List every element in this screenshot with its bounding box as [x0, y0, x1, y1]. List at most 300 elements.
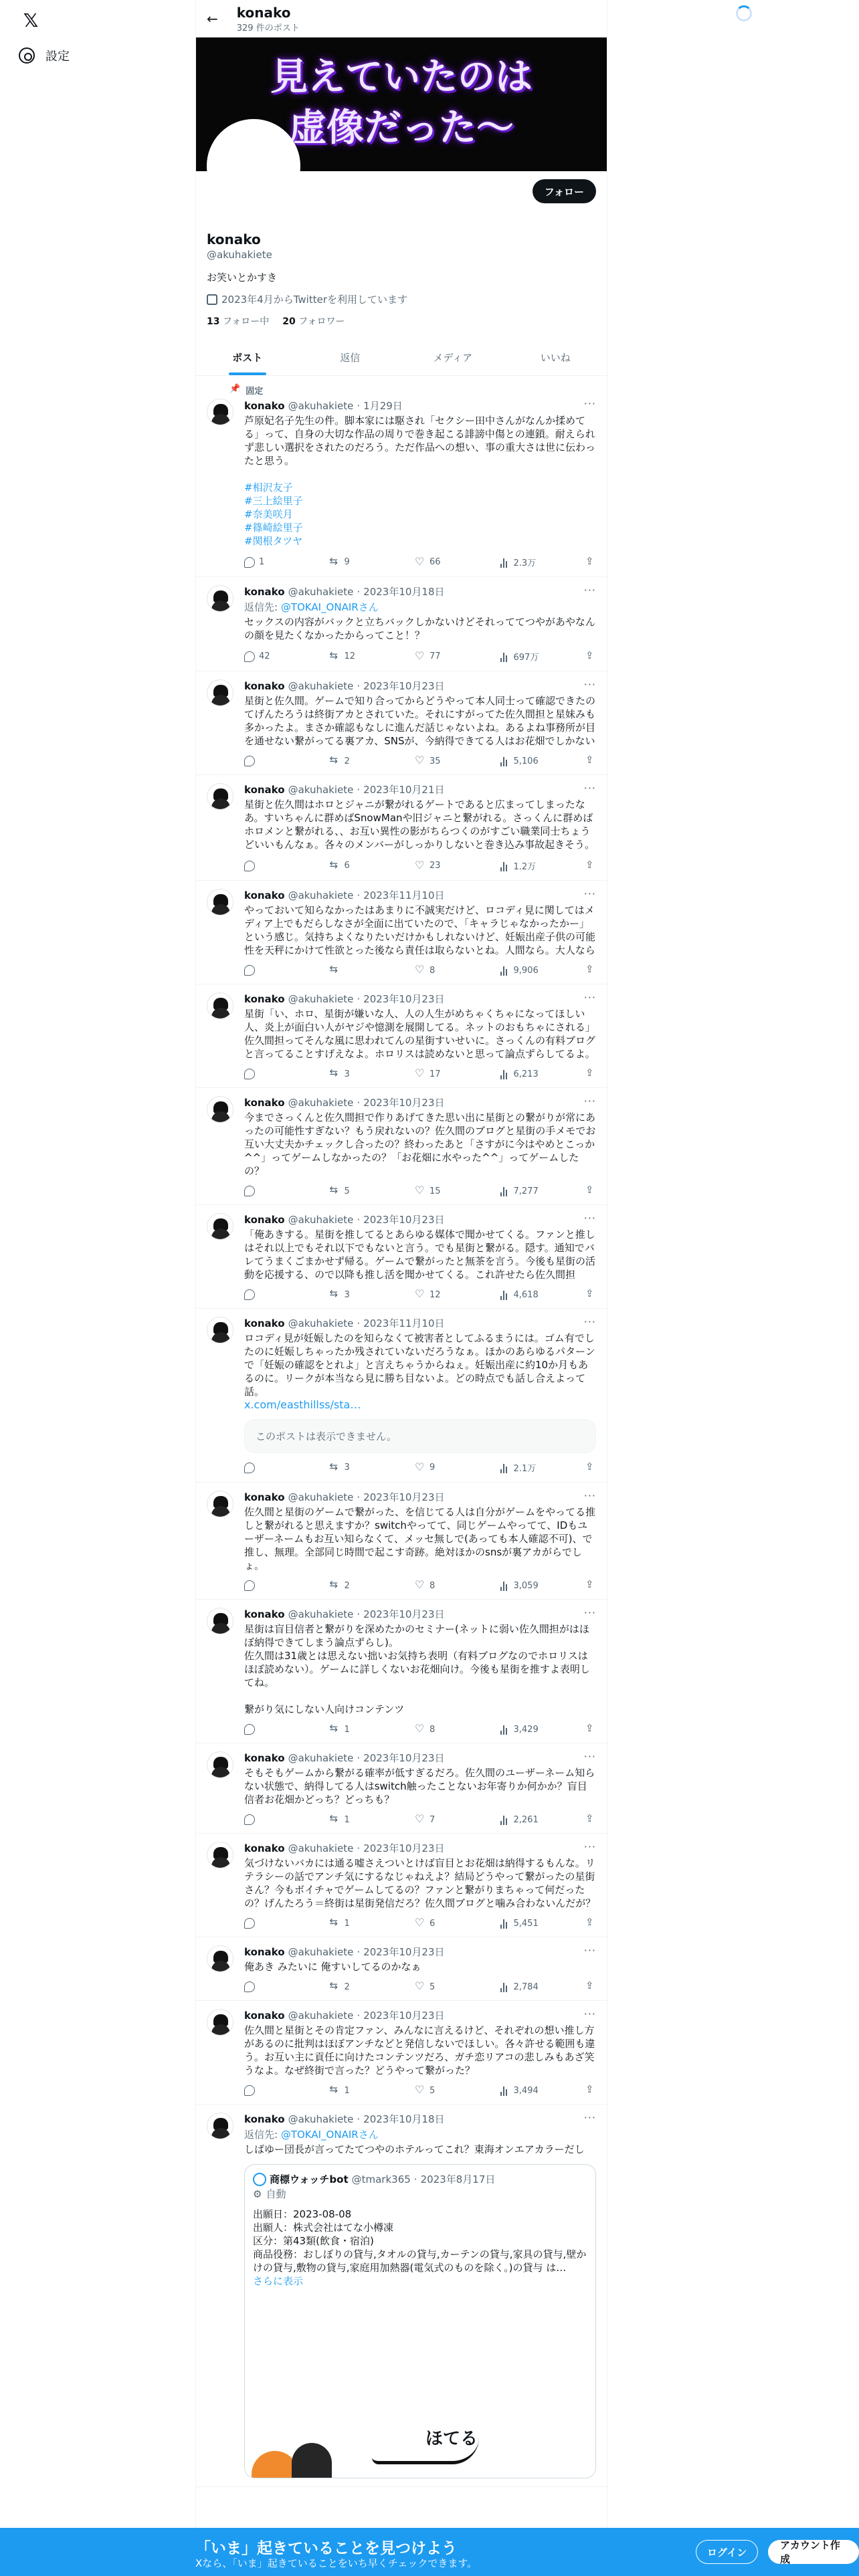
retweet-icon — [330, 965, 341, 976]
reply-button[interactable] — [244, 1069, 284, 1079]
more-icon[interactable]: ··· — [583, 782, 596, 794]
share-button[interactable] — [585, 1289, 596, 1300]
back-arrow-icon[interactable]: ← — [207, 11, 218, 27]
tweet[interactable] — [196, 984, 607, 1088]
reply-button[interactable] — [244, 1918, 284, 1929]
heart-icon — [415, 1814, 425, 1825]
more-icon[interactable]: ··· — [583, 1606, 596, 1619]
heart-icon — [415, 1981, 425, 1992]
hashtag-link[interactable]: #奈美咲月 — [244, 508, 293, 520]
tweet-author-name[interactable]: konako — [244, 1608, 285, 1620]
tweet-actions — [244, 1814, 596, 1825]
share-button[interactable] — [585, 1186, 596, 1196]
tweet-date[interactable]: 2023年10月18日 — [363, 586, 445, 598]
tweet-author-handle[interactable]: @akuhakiete — [288, 2010, 354, 2022]
profile-tabs — [196, 340, 607, 376]
tweet[interactable] — [196, 881, 607, 984]
views-button[interactable] — [500, 650, 541, 663]
tweet-date[interactable]: 2023年11月10日 — [363, 889, 445, 901]
views-count: 7,277 — [513, 1186, 539, 1196]
banner-text-line1: 見えていたのは — [270, 56, 533, 99]
more-icon[interactable]: ··· — [583, 1944, 596, 1957]
like-button[interactable] — [415, 1069, 455, 1079]
loading-indicator — [736, 5, 752, 21]
share-button[interactable] — [585, 1461, 596, 1474]
dot-separator: · — [357, 586, 361, 598]
like-button[interactable] — [415, 1186, 455, 1196]
retweet-button[interactable] — [330, 2085, 370, 2096]
like-button[interactable] — [415, 1289, 455, 1300]
tweet-date[interactable]: 2023年11月10日 — [363, 1317, 445, 1329]
tweet-text: 星街は盲目信者と繋がりを深めたかのセミナー(ネットに弱い佐久間担がはほぼ納得できてしまう論点ずらし)。 佐久間は31歳とは思えない拙いお気持ち表明（有料ブログなのでホロリスはほぼ読めない）。ゲームに詳しくないお花畑向け。今後も星街を推すよ表明してね。 繋がり気にしない人向けコンテンツ — [244, 1623, 590, 1715]
reply-to: 返信先: @TOKAI_ONAIRさん — [244, 2129, 379, 2141]
share-button[interactable] — [585, 2085, 596, 2096]
like-count: 66 — [430, 557, 441, 567]
share-icon — [585, 651, 596, 662]
more-icon[interactable]: ··· — [583, 678, 596, 691]
x-logo-icon[interactable]: 𝕏 — [23, 9, 39, 31]
like-button[interactable] — [415, 650, 455, 663]
retweet-count: 6 — [344, 861, 350, 871]
tweet-author-name[interactable]: konako — [244, 2010, 285, 2022]
views-button[interactable] — [500, 2085, 541, 2096]
views-button[interactable] — [500, 1289, 541, 1300]
more-icon[interactable]: ··· — [583, 397, 596, 410]
retweet-button[interactable] — [330, 1289, 370, 1300]
tweet-author-name[interactable]: konako — [244, 2113, 285, 2125]
tweet-author-name[interactable]: konako — [244, 1317, 285, 1329]
views-count: 3,429 — [513, 1724, 539, 1735]
views-button[interactable] — [500, 859, 541, 872]
tweet-text: 芦原妃名子先生の件。脚本家には駆され「セクシー田中さんがなんか揉めてる」って、自身の大切な作品の周りで巻き起こる誹謗中傷との連鎖。耐えられず悲しい選択をされたのだろう。ただ作品への想い、事の重大さは世に伝わったと思う。 — [244, 415, 595, 467]
like-button[interactable] — [415, 2085, 455, 2096]
views-button[interactable] — [500, 1814, 541, 1825]
tweet[interactable] — [196, 2001, 607, 2105]
reply-button[interactable] — [244, 1461, 284, 1474]
views-count: 3,494 — [513, 2085, 539, 2096]
retweet-button[interactable] — [330, 1186, 370, 1196]
dot-separator: · — [357, 1214, 361, 1226]
following-count: 13 — [207, 316, 220, 327]
tweet-avatar[interactable] — [207, 1751, 233, 1778]
tweet-author-name[interactable]: konako — [244, 1097, 285, 1109]
views-icon — [500, 1463, 510, 1473]
retweet-button[interactable] — [330, 965, 370, 976]
tweet-header — [244, 1842, 596, 1855]
retweet-button[interactable] — [330, 756, 370, 766]
tweet-actions — [244, 556, 596, 568]
reply-button[interactable] — [244, 1981, 284, 1992]
tweet-pinned[interactable] — [196, 376, 607, 577]
quote-image[interactable] — [245, 2404, 595, 2478]
tweet-author-name[interactable]: konako — [244, 400, 285, 412]
tweet[interactable] — [196, 1205, 607, 1309]
retweet-icon — [330, 557, 341, 568]
tweet-date[interactable]: 2023年10月23日 — [363, 993, 445, 1005]
tweet-date[interactable]: 1月29日 — [363, 400, 403, 412]
tweet-avatar[interactable] — [207, 992, 233, 1019]
heart-icon — [415, 2085, 425, 2096]
retweet-icon — [330, 1814, 341, 1825]
reply-icon — [244, 1069, 255, 1079]
views-button[interactable] — [500, 1981, 541, 1992]
reply-button[interactable] — [244, 965, 284, 976]
tweet-avatar[interactable] — [207, 1842, 233, 1868]
like-count: 5 — [430, 1981, 436, 1992]
tweet-header — [244, 2009, 596, 2022]
share-button[interactable] — [585, 1580, 596, 1591]
tweet-date[interactable]: 2023年10月21日 — [363, 784, 445, 796]
reply-button[interactable] — [244, 2085, 284, 2096]
profile-column — [195, 0, 607, 2576]
retweet-button[interactable] — [330, 1814, 370, 1825]
more-icon[interactable]: ··· — [583, 1212, 596, 1224]
reply-button[interactable] — [244, 556, 284, 568]
tweet-actions — [244, 965, 596, 976]
tweet-author-name[interactable]: konako — [244, 680, 285, 692]
retweet-count: 5 — [344, 1186, 350, 1196]
tweet-text: 俺あき みたいに 俺すいしてるのかなぁ — [244, 1961, 421, 1973]
views-button[interactable] — [500, 1918, 541, 1929]
tweet[interactable] — [196, 1937, 607, 2001]
bottom-bar-subtitle: Xなら、「いま」起きていることをいち早くチェックできます。 — [195, 2557, 478, 2569]
views-icon — [500, 557, 510, 568]
follow-button[interactable]: フォロー — [533, 179, 596, 203]
hashtag-link[interactable]: #相沢友子 — [244, 481, 293, 494]
views-icon — [500, 1918, 510, 1929]
tweet-author-name[interactable]: konako — [244, 1491, 285, 1503]
views-button[interactable] — [500, 756, 541, 766]
views-button[interactable] — [500, 556, 541, 568]
views-button[interactable] — [500, 1724, 541, 1735]
tweet-author-handle[interactable]: @akuhakiete — [288, 1608, 354, 1620]
tweet-avatar[interactable] — [207, 1213, 233, 1240]
tweet-actions — [244, 1289, 596, 1300]
calendar-icon — [207, 294, 217, 305]
retweet-button[interactable] — [330, 859, 370, 872]
retweet-count: 2 — [344, 1981, 350, 1992]
tweet-date[interactable]: 2023年10月18日 — [363, 2113, 445, 2125]
tweet-text: セックスの内容がバックと立ちバックしかないけどそれっててつやがあやなんの顔を見たくなかったからってこと！？ — [244, 616, 595, 641]
tweet[interactable] — [196, 1309, 607, 1483]
tweet-date[interactable]: 2023年10月23日 — [363, 1842, 445, 1854]
tweet-avatar[interactable] — [207, 2113, 233, 2139]
tweet-author-name[interactable]: konako — [244, 784, 285, 796]
tweet-author-handle[interactable]: @akuhakiete — [288, 1214, 354, 1226]
share-button[interactable] — [585, 756, 596, 766]
tweet-header — [244, 399, 596, 413]
retweet-button[interactable] — [330, 650, 370, 663]
reply-icon — [244, 1814, 255, 1825]
tweet-avatar[interactable] — [207, 2009, 233, 2036]
tweet-date[interactable]: 2023年10月23日 — [363, 1214, 445, 1226]
reply-icon — [244, 651, 255, 662]
like-button[interactable] — [415, 1461, 455, 1474]
hashtag-link[interactable]: #関根タツヤ — [244, 535, 303, 547]
dot-separator: · — [357, 1946, 361, 1958]
retweet-icon — [330, 2085, 341, 2096]
share-icon — [585, 557, 596, 568]
tweet-header — [244, 679, 596, 693]
tweet-avatar[interactable] — [207, 783, 233, 810]
like-button[interactable] — [415, 756, 455, 766]
share-button[interactable] — [585, 1814, 596, 1825]
hashtag-link[interactable]: #篠崎絵里子 — [244, 522, 303, 534]
retweet-button[interactable] — [330, 556, 370, 568]
dot-separator: · — [413, 2173, 417, 2185]
timeline — [196, 376, 607, 2105]
like-button[interactable] — [415, 1918, 455, 1929]
dot-separator: · — [357, 680, 361, 692]
tweet-author-handle[interactable]: @akuhakiete — [288, 784, 354, 796]
share-button[interactable] — [585, 1981, 596, 1992]
quote-automated-label: 自動 — [266, 2188, 286, 2200]
more-icon[interactable]: ··· — [583, 991, 596, 1004]
more-icon[interactable]: ··· — [583, 1095, 596, 1107]
tweet-date[interactable]: 2023年10月23日 — [363, 1752, 445, 1764]
views-count: 5,451 — [513, 1918, 539, 1929]
tweet[interactable] — [196, 1088, 607, 1205]
share-icon — [585, 1463, 596, 1473]
share-icon — [585, 1580, 596, 1591]
more-icon[interactable]: ··· — [583, 2008, 596, 2020]
tweet-avatar[interactable] — [207, 1608, 233, 1634]
more-icon[interactable]: ··· — [583, 1315, 596, 1328]
tweet-text: 気づけないバカには通る嘘さえついとけば盲目とお花畑は納得するもんな。リテラシーの話でアンチ気にするなじゃねえよ？結局どうやって繋がったの星街さん？今もボイチャでゲームしてるの？ファンと繋がりまちゃって何だったの？げんたろう＝終街は星街発信だろ？佐久間ブログと噛み合わないんだが？ — [244, 1857, 596, 1909]
share-button[interactable] — [585, 965, 596, 976]
header-post-count: 329 件のポスト — [236, 23, 300, 33]
heart-icon — [415, 1069, 425, 1079]
tweet-author-handle[interactable]: @akuhakiete — [288, 586, 354, 598]
views-button[interactable] — [500, 965, 541, 976]
heart-icon — [415, 1186, 425, 1196]
views-count: 4,618 — [513, 1289, 539, 1300]
tab-posts[interactable]: ポスト — [196, 340, 299, 375]
tweet-last[interactable] — [196, 2105, 607, 2487]
views-button[interactable] — [500, 1580, 541, 1591]
like-button[interactable] — [415, 1580, 455, 1591]
more-icon[interactable]: ··· — [583, 2111, 596, 2124]
views-button[interactable] — [500, 1069, 541, 1079]
more-icon[interactable]: ··· — [583, 1489, 596, 1502]
tweet-author-handle[interactable]: @akuhakiete — [288, 400, 354, 412]
like-button[interactable] — [415, 1981, 455, 1992]
tab-media[interactable]: メディア — [433, 352, 473, 364]
tweet-author-handle[interactable]: @akuhakiete — [288, 2113, 354, 2125]
tweet-date[interactable]: 2023年10月23日 — [363, 1946, 445, 1958]
share-icon — [585, 756, 596, 766]
gear-icon — [19, 47, 35, 64]
tweet-author-handle[interactable]: @akuhakiete — [288, 889, 354, 901]
tweet[interactable] — [196, 577, 607, 671]
tweet-date[interactable]: 2023年10月23日 — [363, 680, 445, 692]
like-button[interactable] — [415, 965, 455, 976]
profile-handle: @akuhakiete — [207, 249, 272, 261]
tweet-author-name[interactable]: konako — [244, 993, 285, 1005]
image-shape-dark — [292, 2443, 332, 2478]
reply-button[interactable] — [244, 650, 284, 663]
share-button[interactable] — [585, 859, 596, 872]
like-button[interactable] — [415, 1814, 455, 1825]
tweet-author-handle[interactable]: @akuhakiete — [288, 993, 354, 1005]
show-more-link[interactable]: さらに表示 — [253, 2275, 304, 2287]
views-icon — [500, 2085, 510, 2096]
tweet-author-handle[interactable]: @akuhakiete — [288, 680, 354, 692]
tweet-avatar[interactable] — [207, 1491, 233, 1517]
tweet-date[interactable]: 2023年10月23日 — [363, 1608, 445, 1620]
tweet-author-handle[interactable]: @akuhakiete — [288, 1317, 354, 1329]
tweet-author-handle[interactable]: @akuhakiete — [288, 1842, 354, 1854]
like-button[interactable] — [415, 1724, 455, 1735]
share-icon — [585, 1069, 596, 1079]
share-button[interactable] — [585, 1724, 596, 1735]
tweet-avatar[interactable] — [207, 585, 233, 612]
like-button[interactable] — [415, 859, 455, 872]
tweet-actions — [244, 1981, 596, 1992]
tweet-avatar[interactable] — [207, 889, 233, 916]
quoted-tweet[interactable] — [244, 2164, 596, 2478]
views-icon — [500, 1981, 510, 1992]
tab-replies[interactable]: 返信 — [340, 352, 361, 364]
tweet-avatar[interactable] — [207, 679, 233, 706]
bot-avatar-icon — [253, 2173, 266, 2186]
reply-button[interactable] — [244, 1289, 284, 1300]
views-count: 6,213 — [513, 1069, 539, 1079]
tweet-avatar[interactable] — [207, 1317, 233, 1344]
retweet-count: 2 — [344, 756, 350, 766]
tweet-text: 佐久間と星街のゲームで繋がった、を信じてる人は自分がゲームをやってる推しと繋がれると思えますか？switchやってて、同じゲームやってて、IDもユーザーネームもお互い知らなくて、メッセ無しで(あっても本人確認不可)、で推し、無理。全部同じ時間で起こす奇跡。絶対ほかのsnsが裏アカがらでしょ。 — [244, 1506, 596, 1572]
nav-settings[interactable] — [19, 47, 70, 64]
tweet-avatar[interactable] — [207, 1096, 233, 1123]
reply-button[interactable] — [244, 756, 284, 766]
reply-count: 1 — [259, 557, 265, 567]
followers-link[interactable] — [282, 314, 345, 328]
retweet-button[interactable] — [330, 1069, 370, 1079]
retweet-icon — [330, 651, 341, 662]
tweet-author-name[interactable]: konako — [244, 1214, 285, 1226]
retweet-icon — [330, 1580, 341, 1591]
share-button[interactable] — [585, 1069, 596, 1079]
more-icon[interactable]: ··· — [583, 1750, 596, 1763]
tweet-date[interactable]: 2023年10月23日 — [363, 2010, 445, 2022]
views-icon — [500, 1069, 510, 1079]
reply-to-handle[interactable]: @TOKAI_ONAIRさん — [280, 601, 379, 613]
share-button[interactable] — [585, 1918, 596, 1929]
reply-icon — [244, 1289, 255, 1300]
like-count: 9 — [430, 1463, 436, 1473]
tweet-actions — [244, 650, 596, 663]
more-icon[interactable]: ··· — [583, 887, 596, 900]
tweet-author-handle[interactable]: @akuhakiete — [288, 1946, 354, 1958]
tweet[interactable] — [196, 1483, 607, 1600]
tweet-author-name[interactable]: konako — [244, 586, 285, 598]
views-icon — [500, 1186, 510, 1196]
login-button[interactable]: ログイン — [696, 2540, 758, 2564]
retweet-button[interactable] — [330, 1580, 370, 1591]
tweet-author-handle[interactable]: @akuhakiete — [288, 1097, 354, 1109]
retweet-icon — [330, 1069, 341, 1079]
retweet-button[interactable] — [330, 1981, 370, 1992]
quote-text: 出願日：2023-08-08 出願人：株式会社はてな小樽凍 区分：第43類(飲食・宿泊) 商品役務：おしぼりの貸与,タオルの貸与,カーテンの貸与,家具の貸与,壁かけの貸与,敷物の貸与,家庭用加熱器(電気式のものを除く。)の貸与 は… — [253, 2208, 587, 2274]
views-button[interactable] — [500, 1186, 541, 1196]
share-button[interactable] — [585, 650, 596, 663]
reply-to-handle[interactable]: @TOKAI_ONAIRさん — [280, 2129, 379, 2141]
signup-button[interactable]: アカウント作成 — [768, 2540, 859, 2564]
profile-joined-text: 2023年4月からTwitterを利用しています — [221, 294, 407, 306]
views-icon — [500, 965, 510, 976]
more-icon[interactable]: ··· — [583, 1840, 596, 1853]
tweet-author-name[interactable]: konako — [244, 1752, 285, 1764]
hashtag-list — [244, 481, 596, 548]
tweet-author-name[interactable]: konako — [244, 1842, 285, 1854]
share-icon — [585, 1289, 596, 1300]
tweet-author-name[interactable]: konako — [244, 1946, 285, 1958]
reply-button[interactable] — [244, 1186, 284, 1196]
following-link[interactable] — [207, 314, 269, 328]
hashtag-link[interactable]: #三上絵里子 — [244, 495, 303, 507]
tweet-avatar[interactable] — [207, 399, 233, 425]
dot-separator: · — [357, 1752, 361, 1764]
retweet-count: 3 — [344, 1289, 350, 1300]
share-button[interactable] — [585, 556, 596, 568]
tweet-author-handle[interactable]: @akuhakiete — [288, 1752, 354, 1764]
tweet[interactable] — [196, 1743, 607, 1834]
tweet-date[interactable]: 2023年10月23日 — [363, 1097, 445, 1109]
profile-avatar[interactable] — [207, 119, 300, 213]
retweet-count: 1 — [344, 1814, 350, 1825]
share-icon — [585, 861, 596, 871]
tab-likes[interactable]: いいね — [540, 352, 571, 364]
dot-separator: · — [357, 784, 361, 796]
tweet[interactable] — [196, 1834, 607, 1937]
tweet-actions — [244, 1724, 596, 1735]
retweet-count: 1 — [344, 1724, 350, 1735]
tweet-author-handle[interactable]: @akuhakiete — [288, 1491, 354, 1503]
dot-separator: · — [357, 1317, 361, 1329]
tweet-author-name[interactable]: konako — [244, 889, 285, 901]
tweet-text: ロコディ見が妊娠したのを知らなくて被害者としてふるまうには。ゴム有でしたのに妊娠しちゃったか残されていないだろうなぁ。ほかのあらゆるパターンで「妊娠の確認をとれよ」と言えちゃうからねぇ。妊娠出産に約10か月もあるのに。リークが本当なら見に勝ち目ないよ。どの時点でも話し合えよって話。 — [244, 1332, 595, 1398]
dot-separator: · — [357, 2113, 361, 2125]
tweet[interactable] — [196, 775, 607, 881]
retweet-button[interactable] — [330, 1724, 370, 1735]
tweet[interactable] — [196, 1600, 607, 1743]
retweet-button[interactable] — [330, 1918, 370, 1929]
tweet[interactable] — [196, 671, 607, 775]
tweet-header — [244, 2113, 596, 2126]
reply-button[interactable] — [244, 1724, 284, 1735]
followers-count: 20 — [282, 316, 296, 327]
image-text: ほてる — [425, 2429, 478, 2449]
share-icon — [585, 1814, 596, 1825]
retweet-button[interactable] — [330, 1461, 370, 1474]
reply-button[interactable] — [244, 1814, 284, 1825]
views-button[interactable] — [500, 1461, 541, 1474]
tweet-text: 今までさっくんと佐久間担で作りあげてきた思い出に星街との繋がりが常にあったの可能性すぎない？もう戻れないの？佐久間のブログと星街の手メモでお互い大丈夫かチェックし合ったの？終わったあと「さすがに今はやめとこっか^^」ってゲームしなかったの？「お花畑に水やった^^」ってゲームしたの？ — [244, 1111, 596, 1177]
retweet-icon — [330, 1918, 341, 1929]
retweet-icon — [330, 861, 341, 871]
reply-button[interactable] — [244, 859, 284, 872]
tweet-link[interactable]: x.com/easthillss/sta… — [244, 1398, 361, 1411]
tweet-text: 星街「い、ホロ、星街が嫌いな人、人の人生がめちゃくちゃになってほしい人、炎上が面白い人がヤジや憶測を展開してる。ネットのおもちゃにされる」 佐久間担ってそんな風に思われてんの星街すいせいに。さっくんの有料ブログと言ってることすげえなよ。ホロリスは読めないと思って論点ずらしてるよ。 — [244, 1008, 596, 1060]
tweet-date[interactable]: 2023年10月23日 — [363, 1491, 445, 1503]
more-icon[interactable]: ··· — [583, 584, 596, 597]
reply-button[interactable] — [244, 1580, 284, 1591]
tweet-actions — [244, 1918, 596, 1929]
tweet-avatar[interactable] — [207, 1945, 233, 1972]
like-button[interactable] — [415, 556, 455, 568]
pin-icon: 📌 — [229, 384, 241, 394]
tweet-header — [244, 1317, 596, 1330]
